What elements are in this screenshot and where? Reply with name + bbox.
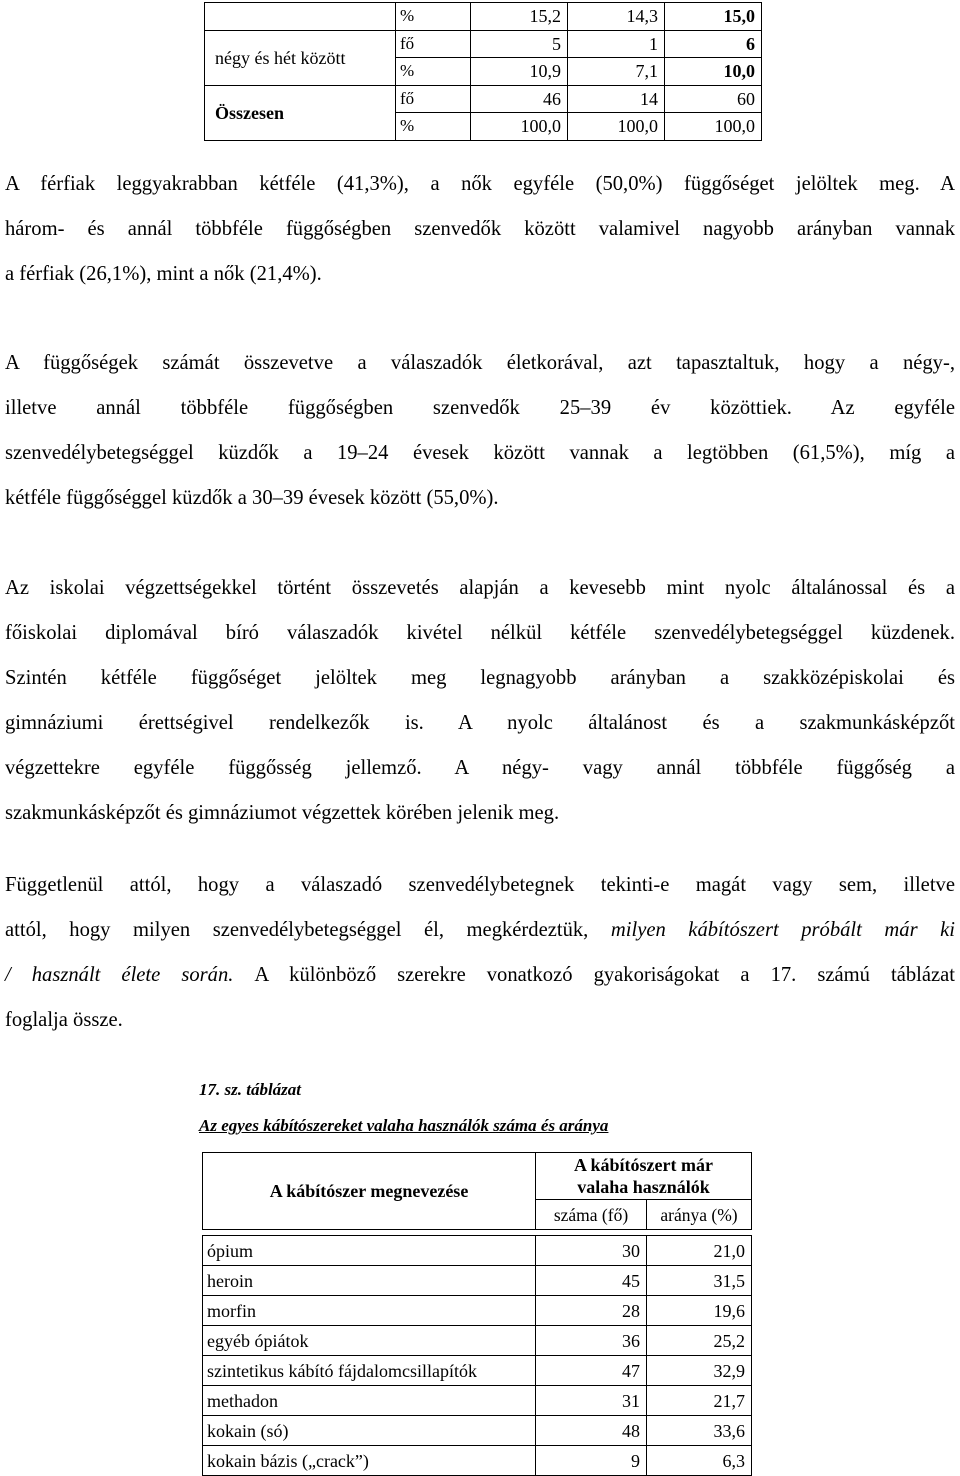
value-cell: 100,0	[471, 113, 568, 141]
table-caption-number: 17. sz. táblázat	[199, 1080, 302, 1099]
value-cell: 100,0	[568, 113, 665, 141]
line-text: a férfiak (26,1%), mint a nők (21,4%).	[5, 263, 322, 285]
count-cell: 45	[536, 1266, 647, 1296]
table-row	[203, 1266, 752, 1296]
table-row	[203, 1326, 752, 1356]
value-cell: 1	[568, 30, 665, 58]
drug-name-cell: heroin	[203, 1266, 536, 1296]
total-cell: 6	[665, 30, 762, 58]
text-line	[5, 863, 956, 908]
table-row	[203, 1446, 752, 1476]
paragraph-gender	[5, 162, 956, 297]
text-line	[5, 431, 956, 476]
summary-table	[204, 2, 762, 141]
plain-text: attól, hogy milyen szenvedélybetegséggel él, megkérdeztük,	[5, 919, 589, 941]
ratio-cell: 21,7	[647, 1386, 752, 1416]
unit-cell: %	[396, 58, 471, 86]
unit-cell: fő	[396, 30, 471, 58]
drug-name-cell: egyéb ópiátok	[203, 1326, 536, 1356]
value-cell: 5	[471, 30, 568, 58]
drug-name-cell: kokain bázis („crack”)	[203, 1446, 536, 1476]
column-header-count: száma (fő)	[536, 1200, 647, 1230]
line-text: három- és annál többféle függőségben szenvedők között valamivel nagyobb arányban vannak	[5, 218, 955, 240]
group-label-total: Összesen	[205, 85, 396, 140]
value-cell: 14,3	[568, 3, 665, 31]
line-text	[5, 908, 955, 953]
total-cell: 60	[665, 85, 762, 113]
text-line	[5, 162, 956, 207]
header-row	[203, 1153, 752, 1200]
group-header-text: A kábítószert már valaha használók	[574, 1155, 713, 1197]
ratio-cell: 21,0	[647, 1236, 752, 1266]
table-row	[205, 85, 762, 113]
unit-cell: %	[396, 113, 471, 141]
total-cell: 10,0	[665, 58, 762, 86]
drug-name-cell: morfin	[203, 1296, 536, 1326]
text-line	[5, 953, 956, 998]
count-cell: 28	[536, 1296, 647, 1326]
line-text: végzettekre egyféle függősség jellemző. A négy- vagy annál többféle függőség a	[5, 757, 955, 779]
text-line	[5, 341, 956, 386]
table-row	[203, 1386, 752, 1416]
value-cell: 15,2	[471, 3, 568, 31]
text-line	[5, 611, 956, 656]
table-row	[205, 3, 762, 31]
text-line	[5, 476, 956, 521]
text-line	[5, 656, 956, 701]
italic-text: / használt élete során.	[5, 964, 234, 986]
ratio-cell: 31,5	[647, 1266, 752, 1296]
ratio-cell: 33,6	[647, 1416, 752, 1446]
value-cell: 7,1	[568, 58, 665, 86]
paragraph-age	[5, 341, 956, 521]
text-line	[5, 908, 956, 953]
count-cell: 30	[536, 1236, 647, 1266]
table-row	[205, 30, 762, 58]
text-line	[5, 701, 956, 746]
ratio-cell: 6,3	[647, 1446, 752, 1476]
count-cell: 48	[536, 1416, 647, 1446]
column-header-name: A kábítószer megnevezése	[203, 1153, 536, 1230]
text-line	[5, 998, 956, 1043]
line-text: főiskolai diplomával bíró válaszadók kivétel nélkül kétféle szenvedélybetegséggel küzdenek.	[5, 622, 955, 644]
count-cell: 31	[536, 1386, 647, 1416]
ratio-cell: 19,6	[647, 1296, 752, 1326]
line-text: foglalja össze.	[5, 1009, 123, 1031]
drug-usage-table	[202, 1152, 752, 1476]
table-row	[203, 1416, 752, 1446]
drug-name-cell: kokain (só)	[203, 1416, 536, 1446]
group-label-empty	[205, 3, 396, 31]
table-row	[203, 1296, 752, 1326]
line-text: A függőségek számát összevetve a válaszadók életkorával, azt tapasztaltuk, hogy a négy-,	[5, 352, 955, 374]
line-text: kétféle függőséggel küzdők a 30–39 évesek között (55,0%).	[5, 487, 499, 509]
column-header-ratio: aránya (%)	[647, 1200, 752, 1230]
italic-text: milyen kábítószert próbált már ki	[610, 919, 955, 941]
value-cell: 14	[568, 85, 665, 113]
text-line	[5, 566, 956, 611]
table-caption-title: Az egyes kábítószereket valaha használók száma és aránya	[199, 1116, 609, 1135]
value-cell: 46	[471, 85, 568, 113]
drug-name-cell: methadon	[203, 1386, 536, 1416]
text-line	[5, 791, 956, 836]
column-header-group	[536, 1153, 752, 1200]
count-cell: 36	[536, 1326, 647, 1356]
drug-name-cell: szintetikus kábító fájdalomcsillapítók	[203, 1356, 536, 1386]
drug-name-cell: ópium	[203, 1236, 536, 1266]
line-text: Függetlenül attól, hogy a válaszadó szenvedélybetegnek tekinti-e magát vagy sem, illetve	[5, 874, 955, 896]
plain-text: A különböző szerekre vonatkozó gyakoriságokat a 17. számú táblázat	[254, 964, 955, 986]
line-text: illetve annál többféle függőségben szenvedők 25–39 év közöttiek. Az egyféle	[5, 397, 955, 419]
ratio-cell: 25,2	[647, 1326, 752, 1356]
table-row	[203, 1356, 752, 1386]
unit-cell: fő	[396, 85, 471, 113]
table-row	[203, 1236, 752, 1266]
line-text: gimnáziumi érettségivel rendelkezők is. A nyolc általánost és a szakmunkásképzőt	[5, 712, 955, 734]
text-line	[5, 746, 956, 791]
group-label: négy és hét között	[205, 30, 396, 85]
line-text: A férfiak leggyakrabban kétféle (41,3%), a nők egyféle (50,0%) függőséget jelöltek meg. A	[5, 173, 955, 195]
total-cell: 100,0	[665, 113, 762, 141]
text-line	[5, 252, 956, 297]
paragraph-education	[5, 566, 956, 836]
text-line	[5, 386, 956, 431]
line-text: szakmunkásképzőt és gimnáziumot végzettek körében jelenik meg.	[5, 802, 560, 824]
line-text: Az iskolai végzettségekkel történt összevetés alapján a kevesebb mint nyolc általánossal és a	[5, 577, 955, 599]
text-line	[5, 207, 956, 252]
ratio-cell: 32,9	[647, 1356, 752, 1386]
unit-cell: %	[396, 3, 471, 31]
count-cell: 9	[536, 1446, 647, 1476]
line-text: szenvedélybetegséggel küzdők a 19–24 évesek között vannak a legtöbben (61,5%), míg a	[5, 442, 955, 464]
paragraph-drugs-intro	[5, 863, 956, 1043]
value-cell: 10,9	[471, 58, 568, 86]
total-cell: 15,0	[665, 3, 762, 31]
line-text	[5, 953, 955, 998]
line-text: Szintén kétféle függőséget jelöltek meg legnagyobb arányban a szakközépiskolai és	[5, 667, 955, 689]
count-cell: 47	[536, 1356, 647, 1386]
